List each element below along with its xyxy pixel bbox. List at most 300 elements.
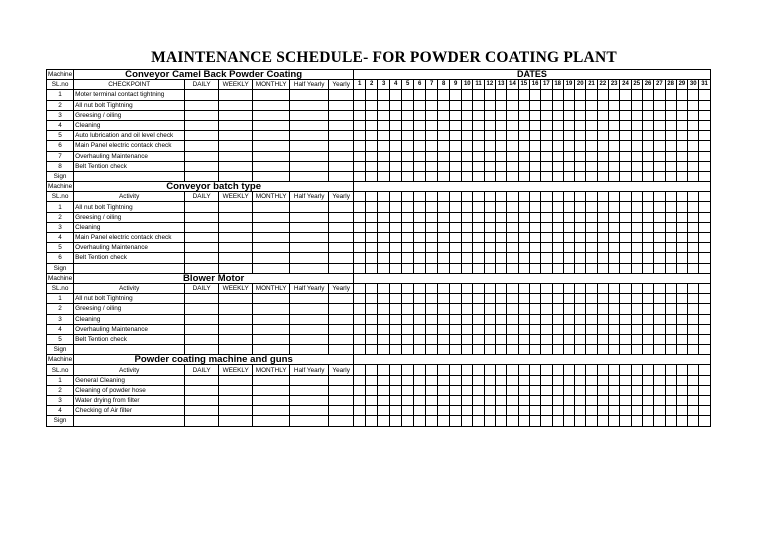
sign-date-cell[interactable] — [676, 171, 687, 181]
date-cell[interactable] — [563, 161, 574, 171]
monthly-cell[interactable] — [253, 314, 290, 324]
sign-date-cell[interactable] — [665, 263, 676, 273]
date-cell[interactable] — [496, 90, 507, 100]
sign-date-cell[interactable] — [642, 416, 653, 426]
date-cell[interactable] — [609, 141, 620, 151]
sign-date-cell[interactable] — [378, 263, 390, 273]
date-cell[interactable] — [609, 253, 620, 263]
date-cell[interactable] — [518, 212, 529, 222]
date-cell[interactable] — [378, 161, 390, 171]
date-cell[interactable] — [378, 253, 390, 263]
date-cell[interactable] — [552, 233, 563, 243]
date-cell[interactable] — [414, 304, 426, 314]
sign-date-cell[interactable] — [665, 345, 676, 355]
date-cell[interactable] — [390, 304, 402, 314]
date-cell[interactable] — [414, 385, 426, 395]
date-cell[interactable] — [450, 212, 462, 222]
date-cell[interactable] — [586, 314, 597, 324]
sign-date-cell[interactable] — [529, 171, 540, 181]
date-cell[interactable] — [518, 90, 529, 100]
date-cell[interactable] — [563, 100, 574, 110]
date-cell[interactable] — [699, 385, 710, 395]
date-cell[interactable] — [586, 212, 597, 222]
sign-date-cell[interactable] — [390, 263, 402, 273]
date-cell[interactable] — [620, 222, 631, 232]
date-cell[interactable] — [597, 294, 608, 304]
date-cell[interactable] — [688, 110, 699, 120]
sign-cell[interactable] — [74, 171, 185, 181]
date-cell[interactable] — [426, 120, 438, 130]
date-cell[interactable] — [496, 100, 507, 110]
date-cell[interactable] — [426, 90, 438, 100]
date-cell[interactable] — [462, 304, 473, 314]
sign-cell[interactable] — [290, 345, 329, 355]
date-cell[interactable] — [541, 110, 552, 120]
date-cell[interactable] — [507, 131, 518, 141]
date-cell[interactable] — [426, 233, 438, 243]
date-cell[interactable] — [507, 396, 518, 406]
date-cell[interactable] — [462, 161, 473, 171]
date-cell[interactable] — [438, 385, 450, 395]
yearly-cell[interactable] — [329, 385, 354, 395]
date-cell[interactable] — [631, 406, 642, 416]
date-cell[interactable] — [507, 294, 518, 304]
monthly-cell[interactable] — [253, 324, 290, 334]
date-cell[interactable] — [402, 120, 414, 130]
yearly-cell[interactable] — [329, 222, 354, 232]
sign-date-cell[interactable] — [518, 263, 529, 273]
date-cell[interactable] — [473, 151, 484, 161]
date-cell[interactable] — [609, 161, 620, 171]
date-cell[interactable] — [462, 212, 473, 222]
monthly-cell[interactable] — [253, 151, 290, 161]
date-cell[interactable] — [507, 243, 518, 253]
date-cell[interactable] — [378, 151, 390, 161]
date-cell[interactable] — [390, 110, 402, 120]
date-cell[interactable] — [586, 131, 597, 141]
date-cell[interactable] — [575, 385, 586, 395]
date-cell[interactable] — [541, 141, 552, 151]
date-cell[interactable] — [473, 131, 484, 141]
date-cell[interactable] — [620, 131, 631, 141]
date-cell[interactable] — [529, 110, 540, 120]
date-cell[interactable] — [484, 304, 495, 314]
date-cell[interactable] — [620, 375, 631, 385]
date-cell[interactable] — [529, 304, 540, 314]
sign-date-cell[interactable] — [484, 345, 495, 355]
date-cell[interactable] — [575, 161, 586, 171]
date-cell[interactable] — [665, 141, 676, 151]
sign-date-cell[interactable] — [462, 345, 473, 355]
half-yearly-cell[interactable] — [290, 202, 329, 212]
date-cell[interactable] — [552, 243, 563, 253]
date-cell[interactable] — [507, 141, 518, 151]
date-cell[interactable] — [450, 304, 462, 314]
date-cell[interactable] — [642, 222, 653, 232]
daily-cell[interactable] — [185, 202, 219, 212]
date-cell[interactable] — [414, 161, 426, 171]
sign-date-cell[interactable] — [496, 263, 507, 273]
date-cell[interactable] — [402, 141, 414, 151]
date-cell[interactable] — [450, 375, 462, 385]
sign-date-cell[interactable] — [507, 345, 518, 355]
date-cell[interactable] — [699, 314, 710, 324]
date-cell[interactable] — [563, 120, 574, 130]
sign-date-cell[interactable] — [609, 416, 620, 426]
date-cell[interactable] — [552, 324, 563, 334]
date-cell[interactable] — [518, 202, 529, 212]
date-cell[interactable] — [552, 212, 563, 222]
date-cell[interactable] — [507, 110, 518, 120]
date-cell[interactable] — [688, 212, 699, 222]
half-yearly-cell[interactable] — [290, 222, 329, 232]
date-cell[interactable] — [699, 406, 710, 416]
date-cell[interactable] — [631, 90, 642, 100]
sign-date-cell[interactable] — [688, 416, 699, 426]
date-cell[interactable] — [484, 375, 495, 385]
date-cell[interactable] — [631, 161, 642, 171]
weekly-cell[interactable] — [219, 304, 253, 314]
date-cell[interactable] — [518, 324, 529, 334]
sign-date-cell[interactable] — [620, 171, 631, 181]
date-cell[interactable] — [676, 304, 687, 314]
sign-date-cell[interactable] — [496, 171, 507, 181]
half-yearly-cell[interactable] — [290, 406, 329, 416]
yearly-cell[interactable] — [329, 90, 354, 100]
daily-cell[interactable] — [185, 131, 219, 141]
date-cell[interactable] — [462, 131, 473, 141]
sign-date-cell[interactable] — [642, 263, 653, 273]
date-cell[interactable] — [699, 212, 710, 222]
yearly-cell[interactable] — [329, 396, 354, 406]
date-cell[interactable] — [366, 253, 378, 263]
date-cell[interactable] — [496, 324, 507, 334]
date-cell[interactable] — [496, 131, 507, 141]
sign-date-cell[interactable] — [688, 263, 699, 273]
sign-date-cell[interactable] — [688, 171, 699, 181]
yearly-cell[interactable] — [329, 375, 354, 385]
date-cell[interactable] — [586, 141, 597, 151]
date-cell[interactable] — [414, 90, 426, 100]
date-cell[interactable] — [699, 334, 710, 344]
sign-date-cell[interactable] — [563, 416, 574, 426]
date-cell[interactable] — [688, 314, 699, 324]
monthly-cell[interactable] — [253, 396, 290, 406]
date-cell[interactable] — [507, 222, 518, 232]
date-cell[interactable] — [597, 375, 608, 385]
date-cell[interactable] — [473, 141, 484, 151]
weekly-cell[interactable] — [219, 334, 253, 344]
date-cell[interactable] — [518, 334, 529, 344]
date-cell[interactable] — [620, 334, 631, 344]
daily-cell[interactable] — [185, 120, 219, 130]
date-cell[interactable] — [438, 375, 450, 385]
date-cell[interactable] — [586, 120, 597, 130]
sign-date-cell[interactable] — [676, 345, 687, 355]
weekly-cell[interactable] — [219, 161, 253, 171]
date-cell[interactable] — [620, 253, 631, 263]
weekly-cell[interactable] — [219, 90, 253, 100]
date-cell[interactable] — [575, 202, 586, 212]
date-cell[interactable] — [390, 233, 402, 243]
sign-cell[interactable] — [329, 416, 354, 426]
date-cell[interactable] — [631, 141, 642, 151]
date-cell[interactable] — [402, 375, 414, 385]
half-yearly-cell[interactable] — [290, 243, 329, 253]
date-cell[interactable] — [484, 141, 495, 151]
daily-cell[interactable] — [185, 324, 219, 334]
date-cell[interactable] — [354, 375, 366, 385]
sign-date-cell[interactable] — [450, 263, 462, 273]
half-yearly-cell[interactable] — [290, 212, 329, 222]
date-cell[interactable] — [620, 324, 631, 334]
sign-date-cell[interactable] — [438, 345, 450, 355]
date-cell[interactable] — [631, 212, 642, 222]
sign-date-cell[interactable] — [378, 345, 390, 355]
date-cell[interactable] — [378, 202, 390, 212]
date-cell[interactable] — [586, 161, 597, 171]
date-cell[interactable] — [496, 141, 507, 151]
half-yearly-cell[interactable] — [290, 233, 329, 243]
date-cell[interactable] — [354, 253, 366, 263]
sign-date-cell[interactable] — [354, 171, 366, 181]
date-cell[interactable] — [426, 324, 438, 334]
date-cell[interactable] — [665, 90, 676, 100]
date-cell[interactable] — [462, 90, 473, 100]
sign-date-cell[interactable] — [496, 345, 507, 355]
date-cell[interactable] — [642, 385, 653, 395]
date-cell[interactable] — [354, 233, 366, 243]
date-cell[interactable] — [366, 202, 378, 212]
date-cell[interactable] — [665, 110, 676, 120]
date-cell[interactable] — [496, 110, 507, 120]
date-cell[interactable] — [699, 110, 710, 120]
date-cell[interactable] — [402, 294, 414, 304]
date-cell[interactable] — [541, 243, 552, 253]
date-cell[interactable] — [426, 294, 438, 304]
date-cell[interactable] — [676, 396, 687, 406]
date-cell[interactable] — [426, 222, 438, 232]
date-cell[interactable] — [529, 202, 540, 212]
date-cell[interactable] — [507, 120, 518, 130]
date-cell[interactable] — [354, 141, 366, 151]
date-cell[interactable] — [688, 233, 699, 243]
date-cell[interactable] — [402, 202, 414, 212]
weekly-cell[interactable] — [219, 324, 253, 334]
date-cell[interactable] — [541, 233, 552, 243]
date-cell[interactable] — [654, 233, 665, 243]
daily-cell[interactable] — [185, 110, 219, 120]
daily-cell[interactable] — [185, 90, 219, 100]
date-cell[interactable] — [438, 161, 450, 171]
date-cell[interactable] — [366, 324, 378, 334]
date-cell[interactable] — [390, 202, 402, 212]
date-cell[interactable] — [688, 120, 699, 130]
daily-cell[interactable] — [185, 253, 219, 263]
date-cell[interactable] — [575, 100, 586, 110]
date-cell[interactable] — [496, 375, 507, 385]
date-cell[interactable] — [496, 120, 507, 130]
date-cell[interactable] — [654, 324, 665, 334]
sign-date-cell[interactable] — [552, 416, 563, 426]
yearly-cell[interactable] — [329, 406, 354, 416]
date-cell[interactable] — [496, 161, 507, 171]
date-cell[interactable] — [586, 294, 597, 304]
date-cell[interactable] — [390, 324, 402, 334]
monthly-cell[interactable] — [253, 161, 290, 171]
date-cell[interactable] — [597, 90, 608, 100]
date-cell[interactable] — [541, 161, 552, 171]
sign-cell[interactable] — [329, 263, 354, 273]
date-cell[interactable] — [654, 314, 665, 324]
yearly-cell[interactable] — [329, 294, 354, 304]
date-cell[interactable] — [518, 253, 529, 263]
date-cell[interactable] — [631, 151, 642, 161]
weekly-cell[interactable] — [219, 314, 253, 324]
date-cell[interactable] — [529, 141, 540, 151]
date-cell[interactable] — [450, 334, 462, 344]
date-cell[interactable] — [354, 324, 366, 334]
date-cell[interactable] — [390, 151, 402, 161]
date-cell[interactable] — [473, 100, 484, 110]
date-cell[interactable] — [541, 120, 552, 130]
date-cell[interactable] — [354, 212, 366, 222]
sign-date-cell[interactable] — [665, 416, 676, 426]
sign-date-cell[interactable] — [654, 345, 665, 355]
sign-cell[interactable] — [290, 171, 329, 181]
date-cell[interactable] — [552, 396, 563, 406]
sign-date-cell[interactable] — [507, 263, 518, 273]
date-cell[interactable] — [642, 110, 653, 120]
date-cell[interactable] — [654, 243, 665, 253]
sign-cell[interactable] — [253, 171, 290, 181]
date-cell[interactable] — [575, 243, 586, 253]
date-cell[interactable] — [390, 314, 402, 324]
monthly-cell[interactable] — [253, 375, 290, 385]
sign-date-cell[interactable] — [541, 345, 552, 355]
date-cell[interactable] — [390, 120, 402, 130]
date-cell[interactable] — [575, 396, 586, 406]
date-cell[interactable] — [586, 222, 597, 232]
date-cell[interactable] — [354, 100, 366, 110]
monthly-cell[interactable] — [253, 131, 290, 141]
sign-date-cell[interactable] — [484, 171, 495, 181]
sign-cell[interactable] — [185, 263, 219, 273]
date-cell[interactable] — [462, 233, 473, 243]
date-cell[interactable] — [484, 253, 495, 263]
date-cell[interactable] — [575, 141, 586, 151]
date-cell[interactable] — [609, 212, 620, 222]
date-cell[interactable] — [575, 212, 586, 222]
date-cell[interactable] — [575, 131, 586, 141]
date-cell[interactable] — [438, 100, 450, 110]
daily-cell[interactable] — [185, 233, 219, 243]
date-cell[interactable] — [552, 161, 563, 171]
date-cell[interactable] — [676, 375, 687, 385]
date-cell[interactable] — [462, 294, 473, 304]
sign-date-cell[interactable] — [631, 171, 642, 181]
sign-date-cell[interactable] — [473, 263, 484, 273]
date-cell[interactable] — [586, 396, 597, 406]
date-cell[interactable] — [654, 141, 665, 151]
date-cell[interactable] — [496, 385, 507, 395]
date-cell[interactable] — [438, 243, 450, 253]
date-cell[interactable] — [378, 294, 390, 304]
sign-date-cell[interactable] — [462, 263, 473, 273]
yearly-cell[interactable] — [329, 161, 354, 171]
date-cell[interactable] — [654, 396, 665, 406]
date-cell[interactable] — [642, 100, 653, 110]
date-cell[interactable] — [609, 90, 620, 100]
date-cell[interactable] — [688, 294, 699, 304]
date-cell[interactable] — [688, 222, 699, 232]
sign-date-cell[interactable] — [642, 171, 653, 181]
date-cell[interactable] — [688, 375, 699, 385]
sign-date-cell[interactable] — [541, 416, 552, 426]
sign-date-cell[interactable] — [552, 263, 563, 273]
date-cell[interactable] — [426, 100, 438, 110]
date-cell[interactable] — [496, 314, 507, 324]
date-cell[interactable] — [484, 212, 495, 222]
date-cell[interactable] — [473, 161, 484, 171]
date-cell[interactable] — [552, 385, 563, 395]
date-cell[interactable] — [597, 233, 608, 243]
date-cell[interactable] — [654, 120, 665, 130]
date-cell[interactable] — [450, 243, 462, 253]
weekly-cell[interactable] — [219, 131, 253, 141]
date-cell[interactable] — [586, 334, 597, 344]
date-cell[interactable] — [563, 141, 574, 151]
date-cell[interactable] — [552, 304, 563, 314]
date-cell[interactable] — [563, 110, 574, 120]
date-cell[interactable] — [676, 324, 687, 334]
date-cell[interactable] — [462, 202, 473, 212]
date-cell[interactable] — [620, 120, 631, 130]
date-cell[interactable] — [654, 202, 665, 212]
date-cell[interactable] — [354, 243, 366, 253]
date-cell[interactable] — [462, 324, 473, 334]
date-cell[interactable] — [426, 385, 438, 395]
date-cell[interactable] — [426, 396, 438, 406]
date-cell[interactable] — [609, 120, 620, 130]
yearly-cell[interactable] — [329, 233, 354, 243]
sign-date-cell[interactable] — [426, 171, 438, 181]
sign-date-cell[interactable] — [699, 263, 710, 273]
date-cell[interactable] — [699, 233, 710, 243]
sign-cell[interactable] — [329, 171, 354, 181]
date-cell[interactable] — [676, 243, 687, 253]
daily-cell[interactable] — [185, 334, 219, 344]
date-cell[interactable] — [597, 243, 608, 253]
date-cell[interactable] — [366, 141, 378, 151]
date-cell[interactable] — [473, 396, 484, 406]
date-cell[interactable] — [665, 222, 676, 232]
date-cell[interactable] — [575, 304, 586, 314]
date-cell[interactable] — [414, 294, 426, 304]
daily-cell[interactable] — [185, 141, 219, 151]
date-cell[interactable] — [575, 151, 586, 161]
date-cell[interactable] — [426, 212, 438, 222]
monthly-cell[interactable] — [253, 406, 290, 416]
date-cell[interactable] — [496, 202, 507, 212]
date-cell[interactable] — [620, 406, 631, 416]
sign-date-cell[interactable] — [609, 171, 620, 181]
date-cell[interactable] — [378, 385, 390, 395]
date-cell[interactable] — [496, 253, 507, 263]
half-yearly-cell[interactable] — [290, 294, 329, 304]
date-cell[interactable] — [597, 212, 608, 222]
sign-date-cell[interactable] — [366, 171, 378, 181]
